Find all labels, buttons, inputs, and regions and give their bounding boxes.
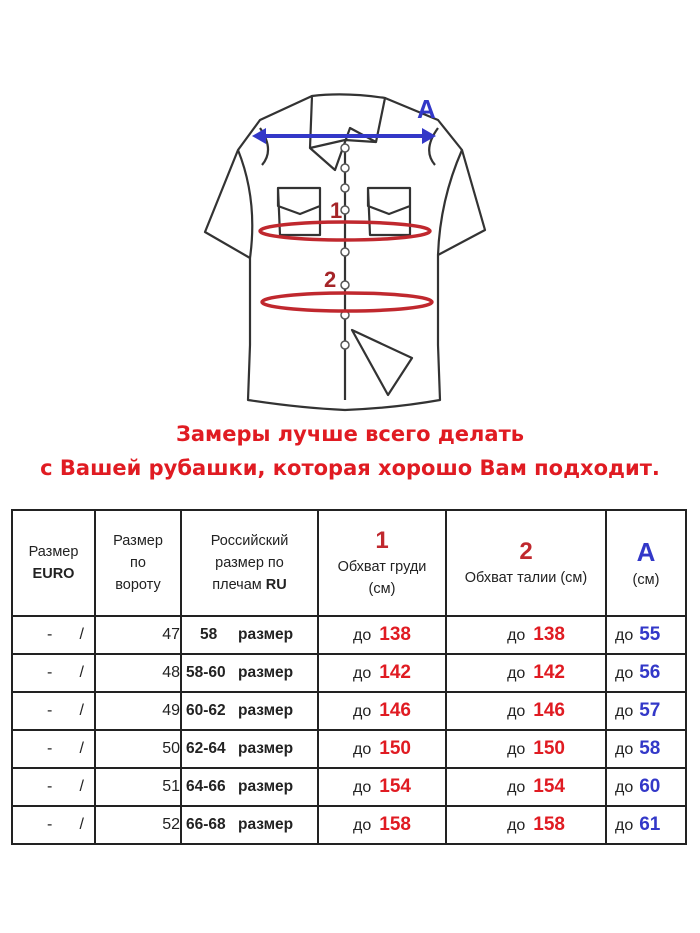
euro-slash: / [79, 778, 84, 795]
cell-waist [446, 806, 606, 844]
table-row [12, 730, 686, 768]
a-prefix: до [615, 817, 634, 834]
cell-euro [12, 806, 95, 844]
chest-value: 138 [379, 624, 411, 645]
label-a: A [417, 94, 436, 124]
cell-collar [95, 692, 181, 730]
measurement-note-line2: с Вашей рубашки, которая хорошо Вам подходит. [40, 456, 660, 480]
label-2: 2 [324, 267, 337, 292]
ru-value: 58 [200, 626, 218, 643]
collar-value: 49 [162, 702, 180, 719]
chest-prefix: до [353, 665, 372, 682]
cell-waist [446, 692, 606, 730]
header-ru [181, 510, 318, 616]
shirt-collar [310, 94, 385, 170]
cell-euro [12, 654, 95, 692]
ru-word: размер [238, 778, 294, 795]
waist-value: 146 [533, 700, 565, 721]
euro-value: - [47, 626, 53, 643]
waist-value: 150 [533, 738, 565, 759]
waist-value: 158 [533, 814, 565, 835]
ru-word: размер [238, 816, 294, 833]
euro-value: - [47, 816, 53, 833]
ru-value: 60-62 [186, 702, 226, 719]
header-waist-line1: Обхват талии (см) [464, 570, 588, 586]
chest-prefix: до [353, 741, 372, 758]
header-ru-line2: размер по [215, 555, 284, 571]
cell-a [606, 654, 686, 692]
a-value: 58 [639, 738, 661, 759]
euro-slash: / [79, 816, 84, 833]
euro-value: - [47, 664, 53, 681]
waist-prefix: до [507, 627, 526, 644]
collar-value: 51 [162, 778, 180, 795]
euro-slash: / [79, 626, 84, 643]
cell-collar [95, 730, 181, 768]
header-a [606, 510, 686, 616]
cell-collar [95, 768, 181, 806]
cell-waist [446, 616, 606, 654]
cell-chest [318, 768, 446, 806]
chest-prefix: до [353, 779, 372, 796]
chest-value: 142 [379, 662, 411, 683]
a-prefix: до [615, 665, 634, 682]
header-chest [318, 510, 446, 616]
header-ru-bold: RU [265, 577, 287, 593]
ru-word: размер [238, 702, 294, 719]
cell-a [606, 730, 686, 768]
table-row [12, 806, 686, 844]
header-chest-line1: Обхват груди [337, 559, 427, 575]
header-euro-line1: Размер [28, 544, 79, 560]
header-a-line1: (см) [632, 572, 660, 588]
chest-prefix: до [353, 817, 372, 834]
header-collar-line3: вороту [115, 577, 161, 593]
chest-value: 154 [379, 776, 411, 797]
table-row [12, 768, 686, 806]
ru-value: 62-64 [186, 740, 226, 757]
euro-slash: / [79, 702, 84, 719]
header-collar-line2: по [130, 555, 146, 571]
ru-word: размер [238, 740, 294, 757]
collar-value: 52 [162, 816, 180, 833]
header-euro [12, 510, 95, 616]
ru-value: 58-60 [186, 664, 226, 681]
ru-value: 66-68 [186, 816, 226, 833]
cell-collar [95, 616, 181, 654]
header-ru-line1: Российский [210, 533, 289, 549]
chest-prefix: до [353, 627, 372, 644]
header-waist [446, 510, 606, 616]
collar-value: 50 [162, 740, 180, 757]
header-chest-number: 1 [375, 527, 389, 554]
cell-waist [446, 654, 606, 692]
waist-prefix: до [507, 703, 526, 720]
cell-ru [181, 654, 318, 692]
table-header-row [12, 510, 686, 616]
a-value: 55 [639, 624, 661, 645]
right-pocket [368, 188, 410, 235]
label-1: 1 [330, 198, 343, 223]
waist-prefix: до [507, 779, 526, 796]
a-value: 56 [639, 662, 661, 683]
cell-chest [318, 616, 446, 654]
chest-value: 158 [379, 814, 411, 835]
header-chest-line2: (см) [368, 581, 396, 597]
table-row [12, 692, 686, 730]
cell-euro [12, 768, 95, 806]
a-value: 60 [639, 776, 661, 797]
header-waist-number: 2 [519, 538, 533, 565]
collar-value: 48 [162, 664, 180, 681]
measurement-note-line1: Замеры лучше всего делать [175, 422, 525, 446]
a-prefix: до [615, 741, 634, 758]
shirt-diagram [190, 80, 510, 415]
collar-value: 47 [162, 626, 180, 643]
cell-chest [318, 654, 446, 692]
euro-value: - [47, 702, 53, 719]
euro-value: - [47, 778, 53, 795]
ru-word: размер [238, 664, 294, 681]
waist-prefix: до [507, 741, 526, 758]
cell-chest [318, 692, 446, 730]
a-prefix: до [615, 779, 634, 796]
cell-a [606, 616, 686, 654]
euro-slash: / [79, 664, 84, 681]
cell-ru [181, 616, 318, 654]
left-pocket [278, 188, 320, 235]
euro-slash: / [79, 740, 84, 757]
waist-value: 154 [533, 776, 565, 797]
header-collar-line1: Размер [113, 533, 163, 549]
cell-a [606, 768, 686, 806]
euro-value: - [47, 740, 53, 757]
waist-value: 138 [533, 624, 565, 645]
header-a-letter: A [636, 537, 656, 567]
table-row [12, 654, 686, 692]
header-collar [95, 510, 181, 616]
waist-prefix: до [507, 665, 526, 682]
chest-prefix: до [353, 703, 372, 720]
cell-chest [318, 806, 446, 844]
cell-collar [95, 654, 181, 692]
cell-a [606, 806, 686, 844]
cell-euro [12, 730, 95, 768]
waist-ellipse [262, 293, 432, 311]
cell-ru [181, 806, 318, 844]
a-prefix: до [615, 627, 634, 644]
cell-ru [181, 730, 318, 768]
cell-euro [12, 692, 95, 730]
size-table [11, 509, 687, 845]
a-value: 57 [639, 700, 661, 721]
header-ru-line3: плечам [212, 577, 262, 593]
cell-ru [181, 768, 318, 806]
table-row [12, 616, 686, 654]
waist-prefix: до [507, 817, 526, 834]
chest-value: 146 [379, 700, 411, 721]
a-prefix: до [615, 703, 634, 720]
cell-chest [318, 730, 446, 768]
a-value: 61 [639, 814, 661, 835]
ru-word: размер [238, 626, 294, 643]
waist-value: 142 [533, 662, 565, 683]
cell-collar [95, 806, 181, 844]
ru-value: 64-66 [186, 778, 226, 795]
cell-ru [181, 692, 318, 730]
cell-waist [446, 768, 606, 806]
chest-value: 150 [379, 738, 411, 759]
cell-euro [12, 616, 95, 654]
cell-a [606, 692, 686, 730]
cell-waist [446, 730, 606, 768]
header-euro-line2: EURO [32, 566, 75, 582]
